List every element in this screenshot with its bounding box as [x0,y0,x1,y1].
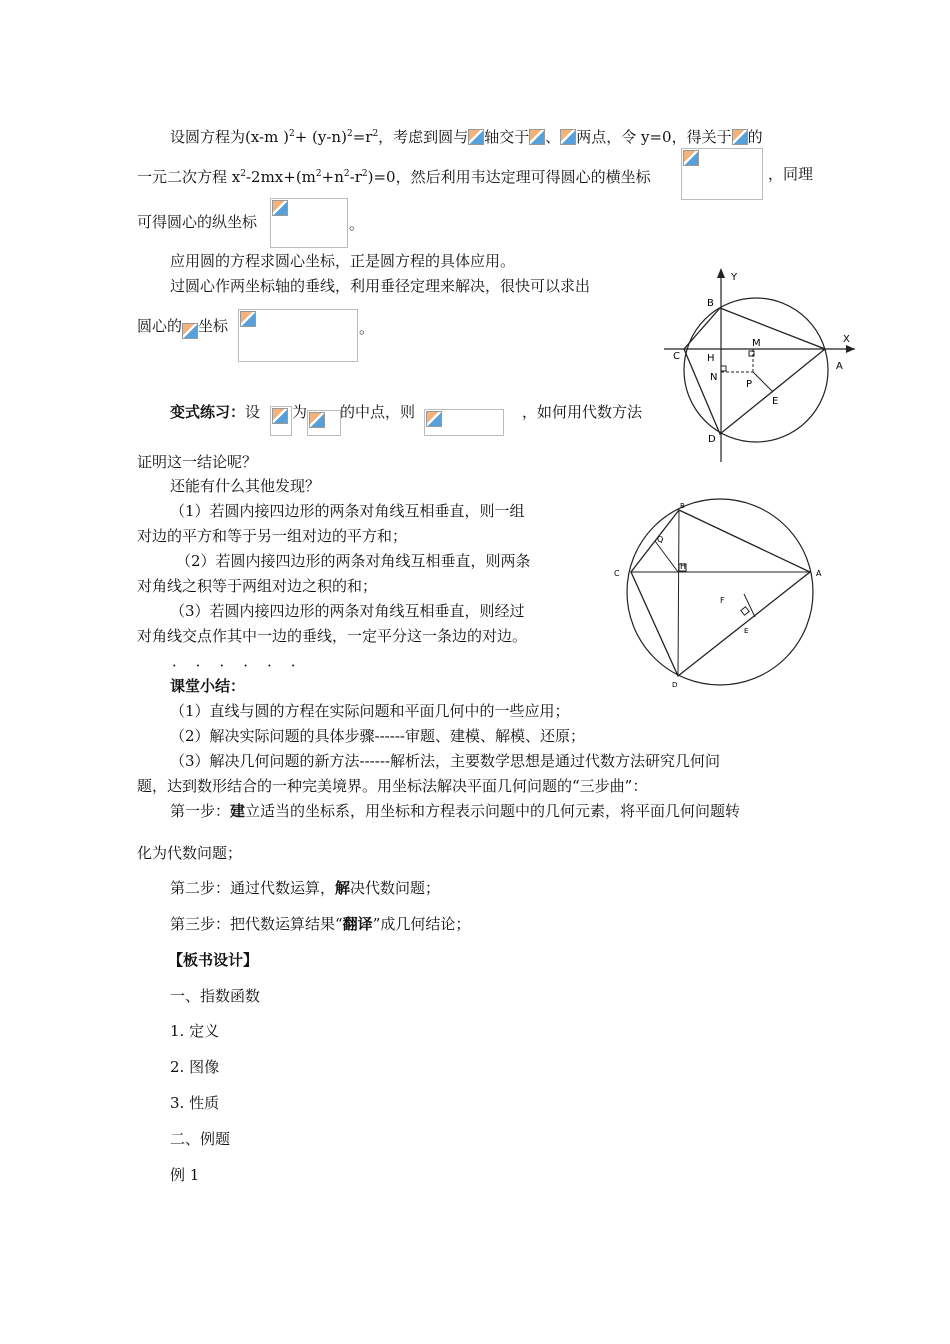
text: 一元二次方程 x [137,168,241,186]
board-item: 一、指数函数 [170,987,261,1005]
text: 第三步：把代数运算结果“ [170,915,343,933]
more-question: 还能有什么其他发现？ [170,477,321,495]
sup: 2 [288,129,295,139]
para2: 应用圆的方程求圆心坐标，正是圆方程的具体应用。 [170,252,516,270]
text: ，同理 [768,165,814,183]
summary-item: （1）直线与圆的方程在实际问题和平面几何中的一些应用； [170,702,570,720]
text: =r [352,128,373,146]
label-e: E [772,396,779,407]
text: 两点，令 y=0，得关于 [576,128,732,146]
quadrilateral [684,308,825,434]
board-item: 3. 性质 [170,1094,220,1112]
text: 翻译 [342,915,373,933]
summary-item: 题，达到数形结合的一种完美境界。用坐标法解决平面几何问题的“三步曲”： [137,777,648,795]
text: 证明这一结论呢？ [137,453,258,471]
text: 决代数问题； [350,879,441,897]
segment-fe [744,594,755,617]
text: + (y-n) [294,128,347,146]
finding-line: 对边的平方和等于另一组对边的平方和； [137,527,408,545]
label-c: C [673,351,680,362]
text: ，考虑到圆与 [378,128,469,146]
board-title: 【板书设计】 [168,951,259,969]
para1-line2 [137,164,651,187]
label-a: A [836,361,843,372]
broken-image-icon [272,200,288,216]
broken-image-icon [272,408,288,424]
label-d: D [708,434,716,445]
broken-image-icon [426,411,442,427]
text: 轴交于 [484,128,530,146]
diagonal-bd [678,510,679,676]
formula-image-box [238,309,358,362]
label-x: X [843,334,850,345]
sup: 2 [361,169,368,179]
sup: 2 [343,169,350,179]
sup: 2 [315,169,322,179]
text: ，如何用代数方法 [522,403,643,421]
ellipsis-dots: ． ． ． ． ． ． [172,652,308,670]
label-a: A [816,569,822,578]
finding-line: （3）若圆内接四边形的两条对角线互相垂直，则经过 [170,602,525,620]
text: 解 [335,879,351,897]
step-1-cont: 化为代数问题； [137,844,243,862]
summary-item: （2）解决实际问题的具体步骤------审题、建模、解模、还原； [170,727,585,745]
circle [684,298,828,442]
formula-image-box [270,406,292,436]
figure-inscribed-quadrilateral [608,496,838,691]
label-n: N [710,372,718,383]
x-arrow-icon [846,345,855,353]
text: 坐标 [198,317,229,335]
formula-image-box [307,410,341,436]
text: 第二步：通过代数运算， [170,879,336,897]
text: 。 [359,319,375,337]
label-q: Q [657,535,664,544]
summary-item: （3）解决几何问题的新方法------解析法，主要数学思想是通过代数方法研究几何问 [170,752,720,770]
exercise-label: 变式练习： [170,403,246,421]
broken-image-icon [732,129,748,145]
broken-image-icon [560,129,576,145]
step-2 [170,878,440,898]
text: 可得圆心的纵坐标 [137,213,258,231]
y-arrow-icon [717,268,725,278]
label-y: Y [731,272,738,283]
text: 立适当的坐标系，用坐标和方程表示问题中的几何元素，将平面几何问题转 [245,802,741,820]
broken-image-icon [182,323,198,339]
broken-image-icon [683,150,699,166]
para1-line1 [170,124,763,147]
step-1 [170,801,740,821]
text: -2mx+(m [245,168,316,186]
broken-image-icon [240,311,256,327]
para3-line2 [137,316,228,339]
label-b: B [680,502,685,510]
right-angle-mark [721,366,726,371]
finding-line: 对角线交点作其中一边的垂线，一定平分这一条边的对边。 [137,627,528,645]
text: -r [349,168,362,186]
label-h: H [680,562,687,571]
board-item: 1. 定义 [170,1022,220,1040]
label-c: C [614,569,620,578]
sup: 2 [240,169,246,179]
board-item: 2. 图像 [170,1058,220,1076]
label-p: P [746,379,753,390]
finding-line: （1）若圆内接四边形的两条对角线互相垂直，则一组 [170,502,525,520]
label-d: D [672,681,678,689]
board-item: 二、例题 [170,1130,231,1148]
sup: 2 [346,129,353,139]
label-b: B [707,298,714,309]
text: 第一步： [170,802,231,820]
text: 的 [747,128,763,146]
label-m: M [752,338,761,349]
text: )=0，然后利用韦达定理可得圆心的横坐标 [367,168,651,186]
para3-line1: 过圆心作两坐标轴的垂线，利用垂径定理来解决，很快可以求出 [170,277,591,295]
text: 设 [245,403,261,421]
broken-image-icon [529,129,545,145]
text: 设圆方程为(x-m ) [170,128,289,146]
formula-image-box [424,409,504,436]
summary-title: 课堂小结： [170,677,246,695]
right-angle-mark [741,607,749,615]
board-item: 例 1 [170,1166,200,1184]
broken-image-icon [468,129,484,145]
text: 为 [292,403,308,421]
label-h: H [707,353,715,364]
figure-circle-axes [660,262,860,467]
text: 。 [349,215,365,233]
label-e: E [744,627,749,635]
broken-image-icon [309,412,325,428]
text: 的中点，则 [340,403,416,421]
exercise-line [170,402,260,422]
finding-line: 对角线之积等于两组对边之积的和； [137,577,378,595]
text: +n [321,168,344,186]
text: ”成几何结论； [372,915,471,933]
segment-pe [753,372,773,392]
formula-image-box [681,148,763,200]
text: 建 [230,802,246,820]
label-f: F [720,596,725,605]
step-3 [170,914,470,934]
text: 、 [545,128,561,146]
formula-image-box [270,198,348,248]
text: 圆心的 [137,317,183,335]
segment-qh [655,541,678,572]
sup: 2 [372,129,379,139]
finding-line: （2）若圆内接四边形的两条对角线互相垂直，则两条 [176,552,531,570]
